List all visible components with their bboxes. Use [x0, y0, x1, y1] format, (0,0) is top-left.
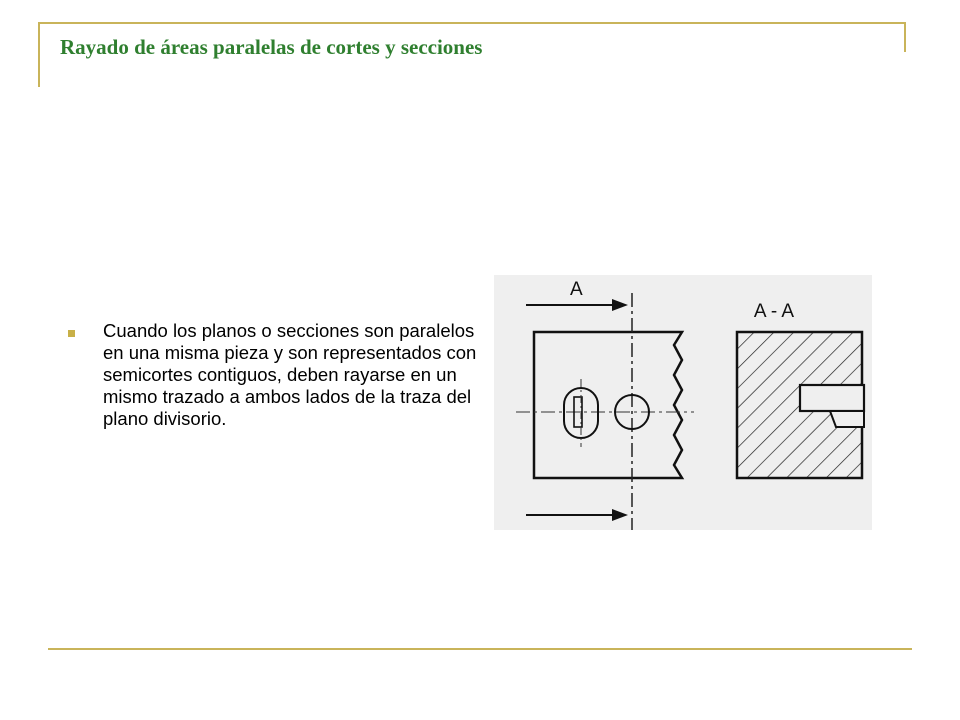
frame-right-rule: [904, 22, 906, 52]
bullet-square-icon: [68, 330, 75, 337]
section-slot-void: [800, 385, 864, 411]
frame-bottom-rule: [48, 648, 912, 650]
frame-left-rule: [38, 22, 40, 87]
section-label: A - A: [753, 301, 795, 322]
section-hole-void: [830, 411, 864, 427]
cut-label: A: [570, 279, 583, 300]
slide-title: Rayado de áreas paralelas de cortes y secciones: [60, 35, 483, 59]
frame-top-rule: [39, 22, 905, 24]
bullet-item: [68, 320, 488, 430]
technical-drawing-svg: [494, 275, 872, 530]
technical-drawing-figure: [494, 275, 872, 530]
bullet-text: Cuando los planos o secciones son paralelos en una misma pieza y son representados con semicortes contiguos, deben rayarse en un mismo trazado a ambos lados de la traza del plano divisorio.: [103, 320, 477, 429]
